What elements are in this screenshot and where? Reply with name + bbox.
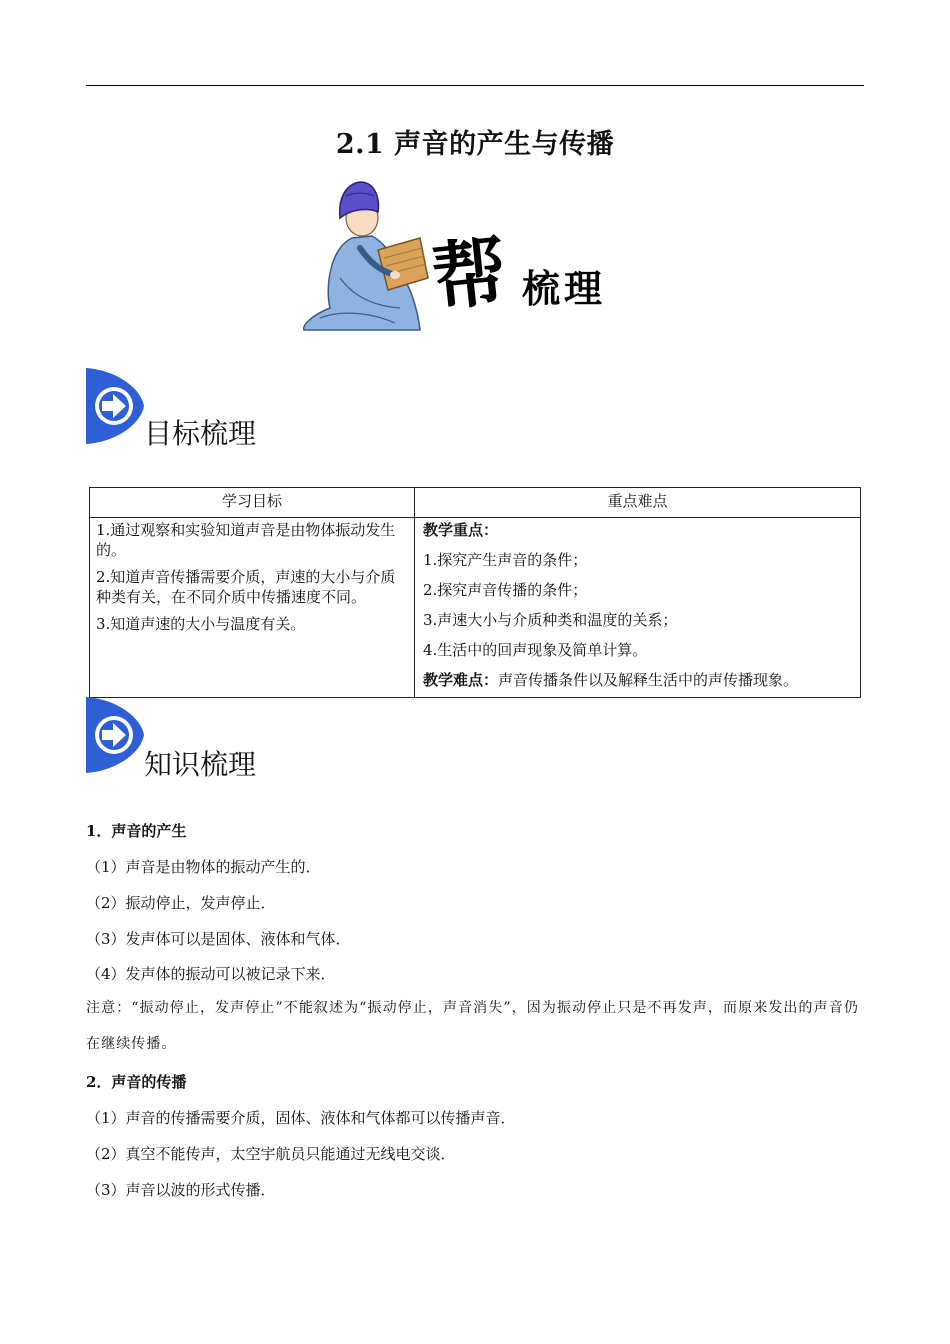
arrow-right-icon [86, 368, 146, 444]
section-goals-title: 目标梳理 [144, 417, 257, 450]
key-point-item: 1.探究产生声音的条件； [423, 551, 588, 569]
list-item: （3）声音以波的形式传播． [86, 1181, 276, 1199]
section-knowledge-header [86, 697, 386, 781]
key-point-item: 4.生活中的回声现象及简单计算。 [423, 641, 648, 659]
goals-table [89, 487, 861, 698]
difficulty-label: 教学难点： [423, 671, 499, 689]
header-rule [86, 85, 864, 86]
banner-char-big: 帮 [428, 228, 511, 322]
difficulty-text: 声音传播条件以及解释生活中的声传播现象。 [498, 671, 799, 689]
list-item: （1）声音是由物体的振动产生的． [86, 858, 321, 876]
list-item: （2）振动停止，发声停止． [86, 894, 276, 912]
arrow-right-icon [86, 697, 146, 773]
section-knowledge-title: 知识梳理 [144, 748, 257, 781]
note-paragraph: 注意：“振动停止，发声停止”不能叙述为“振动停止，声音消失”，因为振动停止只是不再发声，而原来发出的声音仍在继续传播。 [86, 1000, 859, 1052]
objective-item: 1.通过观察和实验知道声音是由物体振动发生的。 [96, 521, 396, 559]
objective-item: 2.知道声音传播需要介质，声速的大小与介质种类有关，在不同介质中传播速度不同。 [96, 568, 396, 606]
list-item: （1）声音的传播需要介质，固体、液体和气体都可以传播声音． [86, 1109, 516, 1127]
key-points-label: 教学重点： [423, 521, 499, 539]
banner-char-small: 梳理 [522, 266, 607, 311]
key-point-item: 2.探究声音传播的条件； [423, 581, 588, 599]
banner-illustration [300, 178, 630, 338]
list-item: （3）发声体可以是固体、液体和气体． [86, 930, 351, 948]
table-header-objectives: 学习目标 [90, 488, 415, 518]
table-header-key-difficult: 重点难点 [415, 488, 861, 518]
list-item: （2）真空不能传声，太空宇航员只能通过无线电交谈． [86, 1145, 456, 1163]
key-point-item: 3.声速大小与介质种类和温度的关系； [423, 611, 678, 629]
list-item: （4）发声体的振动可以被记录下来． [86, 965, 336, 983]
heading-sound-production: 1．声音的产生 [86, 822, 187, 840]
section-goals-header [86, 368, 386, 448]
key-points-cell [415, 518, 861, 698]
objectives-cell [90, 518, 415, 698]
heading-sound-propagation: 2．声音的传播 [86, 1073, 187, 1091]
objective-item: 3.知道声速的大小与温度有关。 [96, 615, 306, 633]
page-title: 2.1 声音的产生与传播 [335, 129, 615, 160]
